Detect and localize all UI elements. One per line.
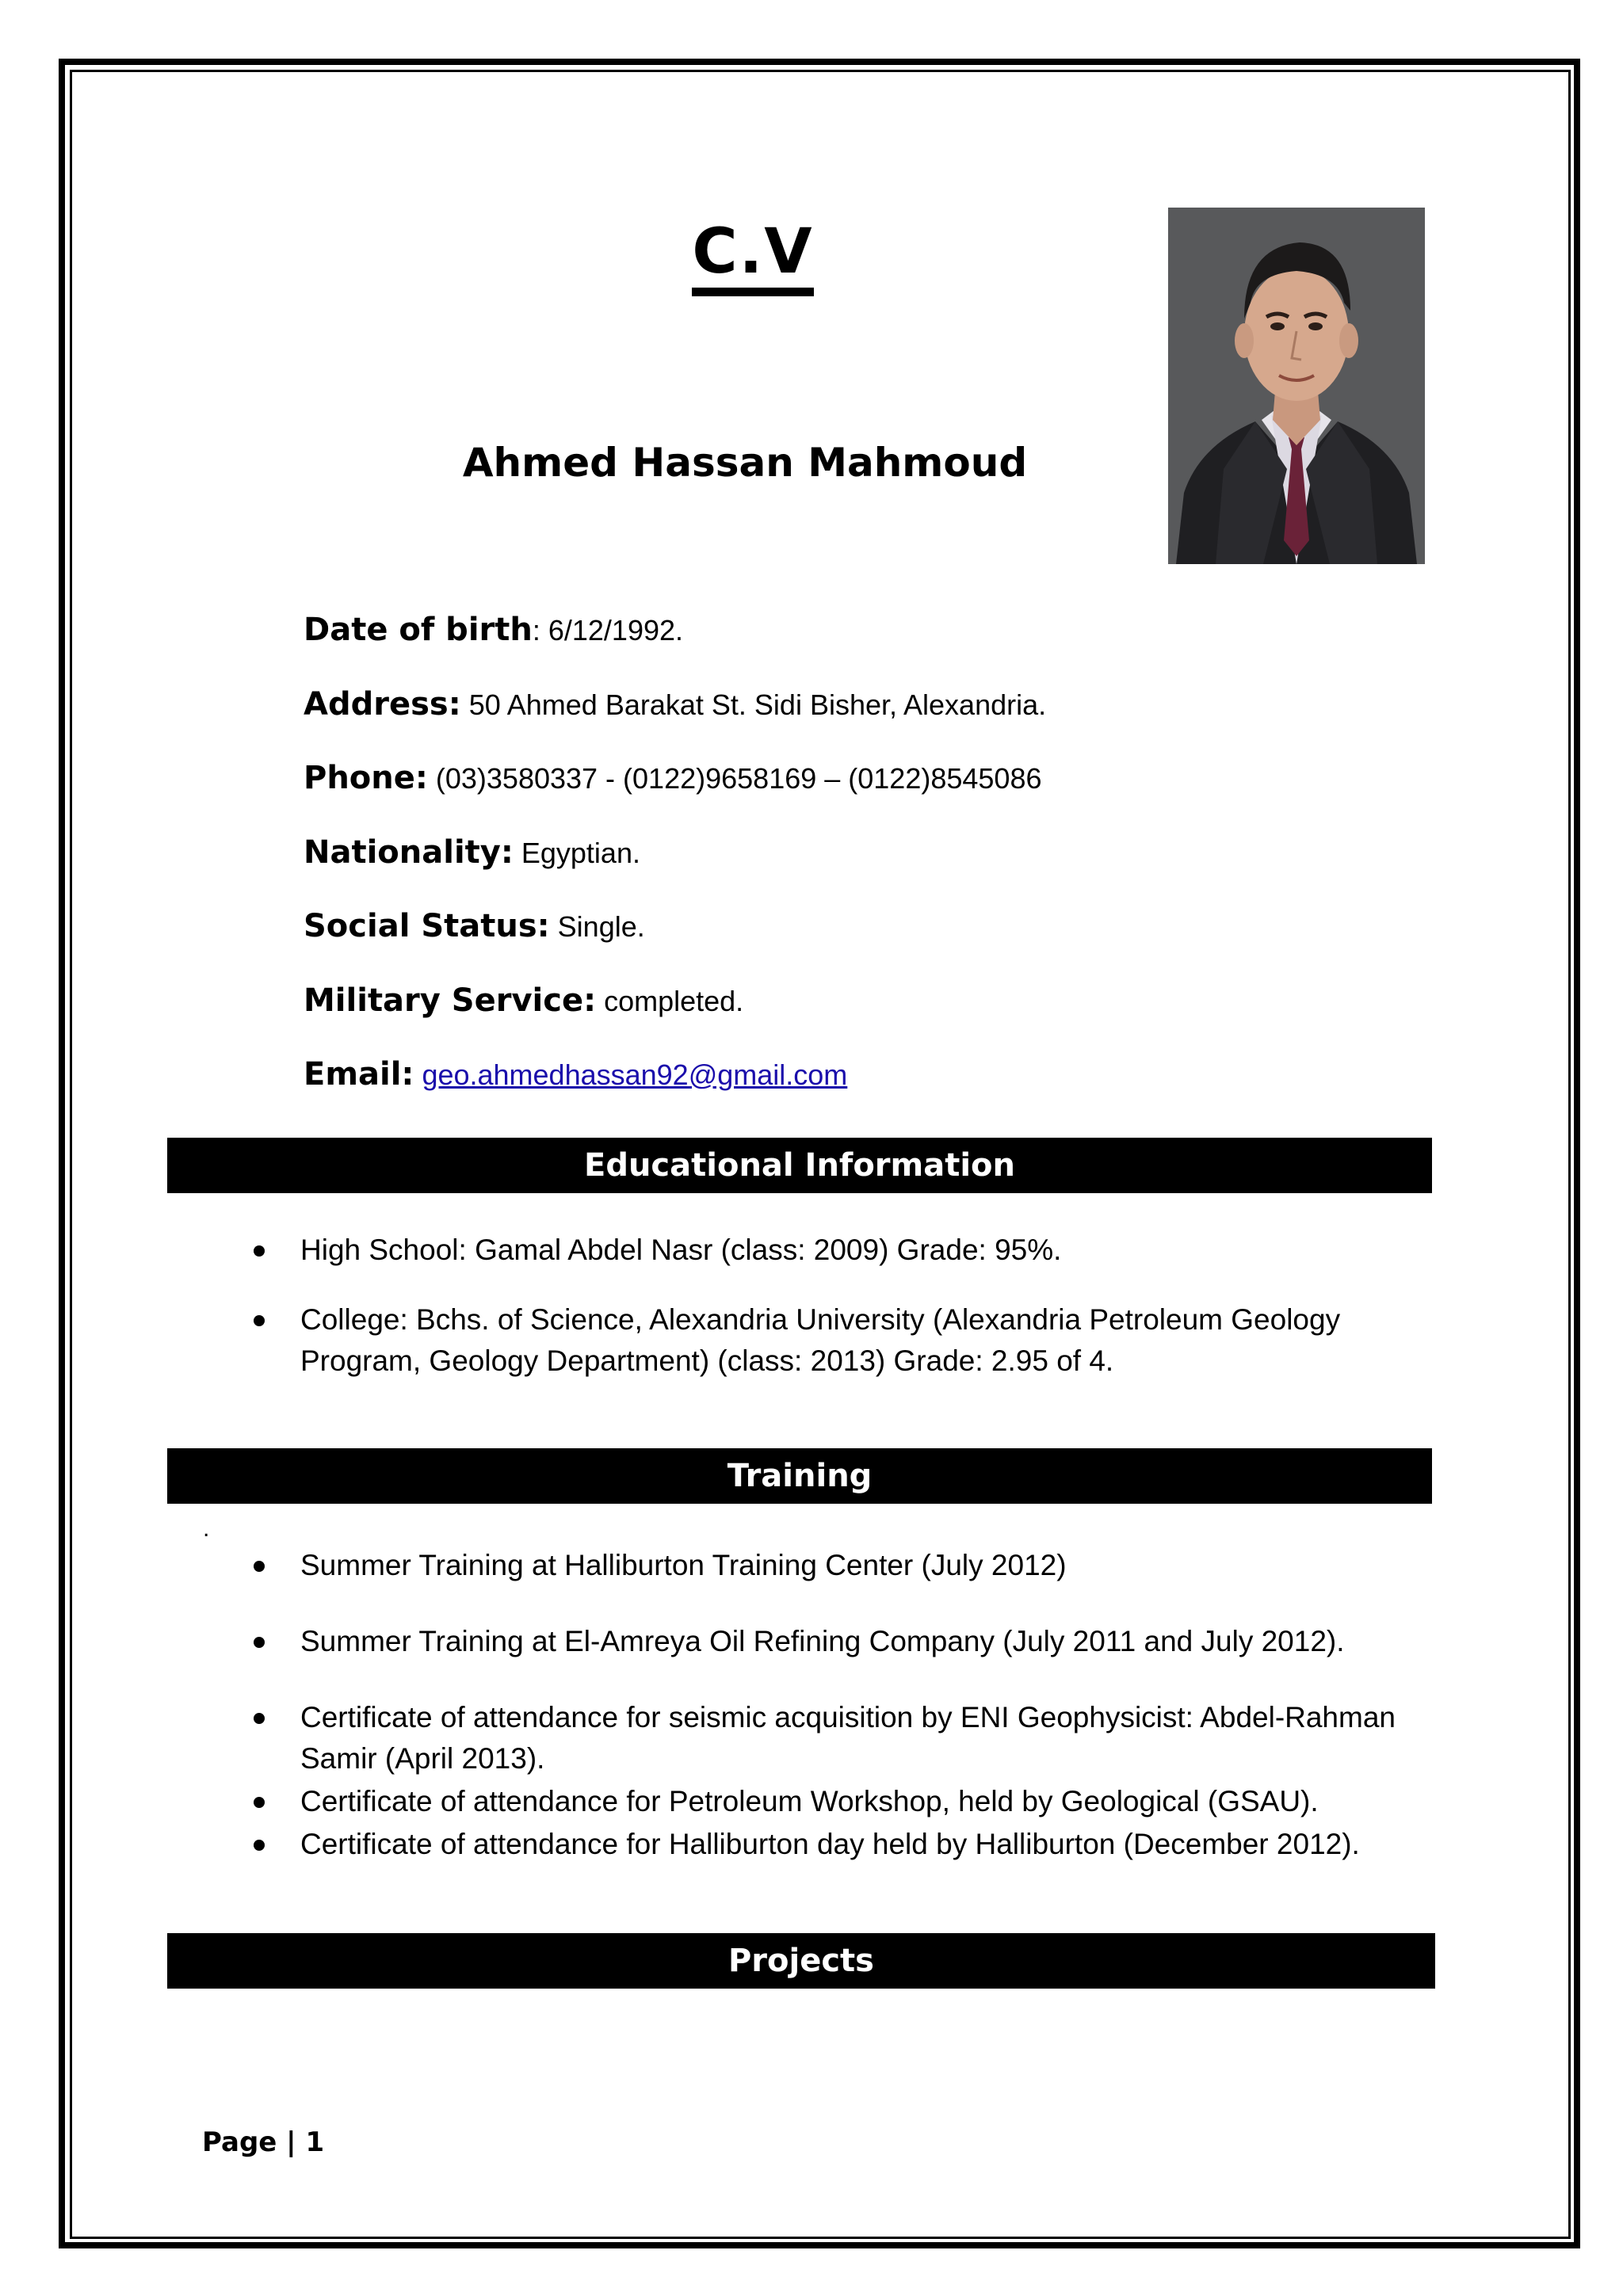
section-heading-education: Educational Information <box>167 1138 1432 1193</box>
list-item <box>254 1545 1442 1586</box>
email-label: Email: <box>304 1056 414 1093</box>
social-status-row <box>304 898 1492 973</box>
address-label: Address: <box>304 685 461 723</box>
address-row <box>304 677 1492 751</box>
section-heading-projects: Projects <box>167 1933 1435 1989</box>
education-item-high-school: High School: Gamal Abdel Nasr (class: 2009) Grade: 95%. <box>300 1234 1062 1266</box>
bullet-icon <box>254 1637 265 1648</box>
date-of-birth-label: Date of birth <box>304 612 533 648</box>
nationality-value: Egyptian. <box>513 836 640 869</box>
bullet-icon <box>254 1713 265 1724</box>
email-row <box>304 1047 1492 1121</box>
address-value: 50 Ahmed Barakat St. Sidi Bisher, Alexandria. <box>460 688 1047 721</box>
email-link[interactable]: geo.ahmedhassan92@gmail.com <box>422 1058 848 1091</box>
nationality-row <box>304 825 1492 899</box>
military-service-label: Military Service: <box>304 982 597 1019</box>
cv-title <box>634 212 872 292</box>
education-item-college: College: Bchs. of Science, Alexandria University (Alexandria Petroleum Geology Program, Geology Department) (class: 2013) Grade: 2.95 of 4. <box>300 1303 1341 1377</box>
profile-photo <box>1168 208 1425 564</box>
training-item-el-amreya: Summer Training at El-Amreya Oil Refining Company (July 2011 and July 2012). <box>300 1625 1345 1657</box>
date-of-birth-row <box>304 602 1492 677</box>
phone-label: Phone: <box>304 760 428 796</box>
training-item-seismic-acquisition: Certificate of attendance for seismic acquisition by ENI Geophysicist: Abdel-Rahman Samir (April 2013). <box>300 1701 1396 1775</box>
list-item <box>254 1299 1442 1382</box>
person-photo-icon <box>1168 208 1425 564</box>
personal-info <box>304 602 1492 1121</box>
cv-title-text: C.V <box>692 216 813 296</box>
social-status-label: Social Status: <box>304 908 550 944</box>
list-item <box>254 1781 1442 1822</box>
list-item <box>254 1824 1442 1865</box>
bullet-icon <box>254 1245 265 1257</box>
bullet-icon <box>254 1797 265 1808</box>
military-service-row <box>304 973 1492 1047</box>
stray-mark: . <box>203 1516 210 1542</box>
bullet-icon <box>254 1315 265 1326</box>
full-name: Ahmed Hassan Mahmoud <box>462 440 1028 486</box>
training-item-halliburton-center: Summer Training at Halliburton Training Center (July 2012) <box>300 1549 1067 1581</box>
military-service-value: completed. <box>596 984 744 1017</box>
bullet-icon <box>254 1561 265 1572</box>
date-of-birth-value: : 6/12/1992. <box>532 614 684 646</box>
page-number: Page | 1 <box>202 2126 325 2158</box>
list-item <box>254 1230 1442 1271</box>
training-item-petroleum-workshop: Certificate of attendance for Petroleum Workshop, held by Geological (GSAU). <box>300 1785 1319 1817</box>
training-item-halliburton-day: Certificate of attendance for Halliburton day held by Halliburton (December 2012). <box>300 1828 1360 1860</box>
phone-value: (03)3580337 - (0122)9658169 – (0122)8545086 <box>427 762 1042 795</box>
phone-row <box>304 750 1492 825</box>
section-heading-training: Training <box>167 1448 1432 1504</box>
bullet-icon <box>254 1840 265 1851</box>
social-status-value: Single. <box>549 910 645 943</box>
nationality-label: Nationality: <box>304 833 514 871</box>
list-item <box>254 1621 1442 1662</box>
list-item <box>254 1697 1442 1779</box>
